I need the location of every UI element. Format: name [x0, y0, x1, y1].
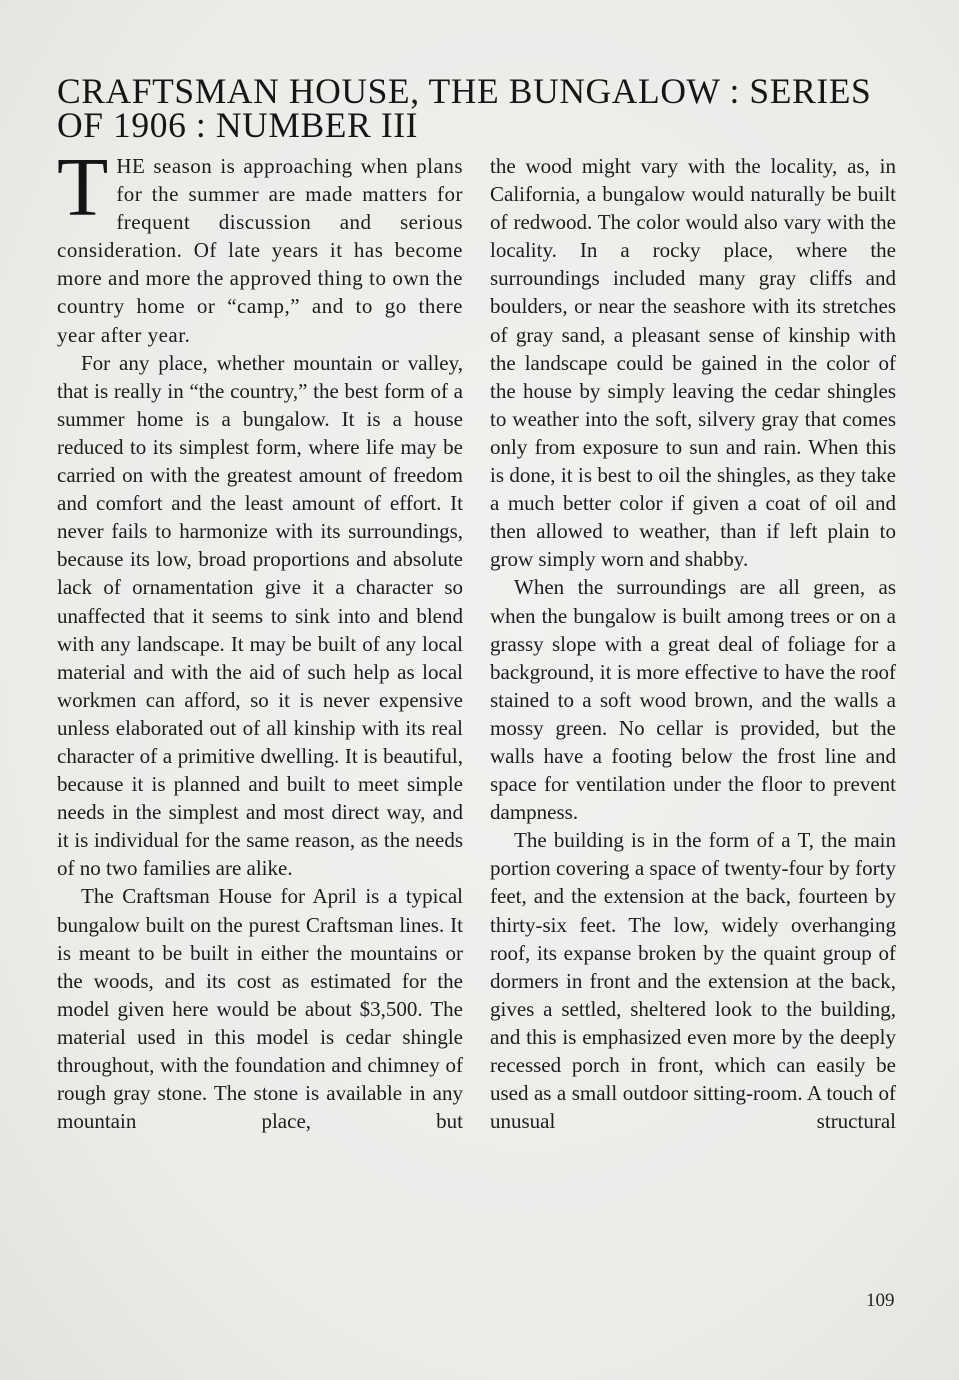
- paragraph-green-surroundings: When the surroundings are all green, as when the bungalow is built among trees or on a grassy slope with a great deal of foliage for a background, it is more effective to have the roof stained to a soft wood brown, and the walls a mossy green. No cellar is provided, but the walls have a footing below the frost line and space for ventilation under the floor to prevent dampness.: [490, 575, 896, 825]
- paragraph-building-form: The building is in the form of a T, the main portion covering a space of twenty-four by forty feet, and the extension at the back, fourteen by thirty-six feet. The low, widely overhanging roof, its expanse broken by the quaint group of dormers in front and the extension at the back, gives a settled, sheltered look to the building, and this is emphasized even more by the deeply recessed porch in front, which can easily be used as a small outdoor sitting-room. A touch of unusual structural: [490, 828, 896, 1134]
- left-column: [57, 141, 463, 1135]
- drop-cap: T: [57, 141, 109, 234]
- page-number: 109: [866, 1290, 895, 1311]
- article-title-line-1: CRAFTSMAN HOUSE, THE BUNGALOW : SERIES: [57, 71, 872, 111]
- paragraph-opening: [57, 141, 463, 349]
- right-column: [490, 152, 896, 1135]
- article-title: [57, 71, 907, 145]
- paragraph-opening-text: HE season is approaching when plans for the summer are made matters for frequent discussion and serious consideration. Of late years it has become more and more the approved thing to own the country home or “camp,” and to go there year after year.: [57, 154, 463, 347]
- article-title-line-2: OF 1906 : NUMBER III: [57, 105, 419, 145]
- paragraph-bungalow-form: For any place, whether mountain or valley, that is really in “the country,” the best form of a summer home is a bungalow. It is a house reduced to its simplest form, where life may be carried on with the greatest amount of freedom and comfort and the least amount of effort. It never fails to harmonize with its surroundings, because its low, broad proportions and absolute lack of ornamentation give it a character so unaffected that it seems to sink into and blend with any landscape. It may be built of any local material and with the aid of such help as local workmen can afford, so it is never expensive unless elaborated out of all kinship with its real character of a primitive dwelling. It is beautiful, because it is planned and built to meet simple needs in the simplest and most direct way, and it is individual for the same reason, as the needs of no two families are alike.: [57, 350, 463, 881]
- paragraph-craftsman-house: The Craftsman House for April is a typical bungalow built on the purest Craftsman lines. It is meant to be built in either the mountains or the woods, and its cost as estimated for the model given here would be about $3,500. The material used in this model is cedar shingle throughout, with the foundation and chimney of rough gray stone. The stone is available in any mountain place, but: [57, 884, 463, 1134]
- paragraph-wood-color: the wood might vary with the locality, as, in California, a bungalow would naturally be built of redwood. The color would also vary with the locality. In a rocky place, where the surroundings included many gray cliffs and boulders, or near the seashore with its stretches of gray sand, a pleasant sense of kinship with the landscape could be gained in the color of the house by simply leaving the cedar shingles to weather into the soft, silvery gray that comes only from exposure to sun and rain. When this is done, it is best to oil the shingles, as they take a much better color if given a coat of oil and then allowed to weather, than if left plain to grow simply worn and shabby.: [490, 154, 896, 572]
